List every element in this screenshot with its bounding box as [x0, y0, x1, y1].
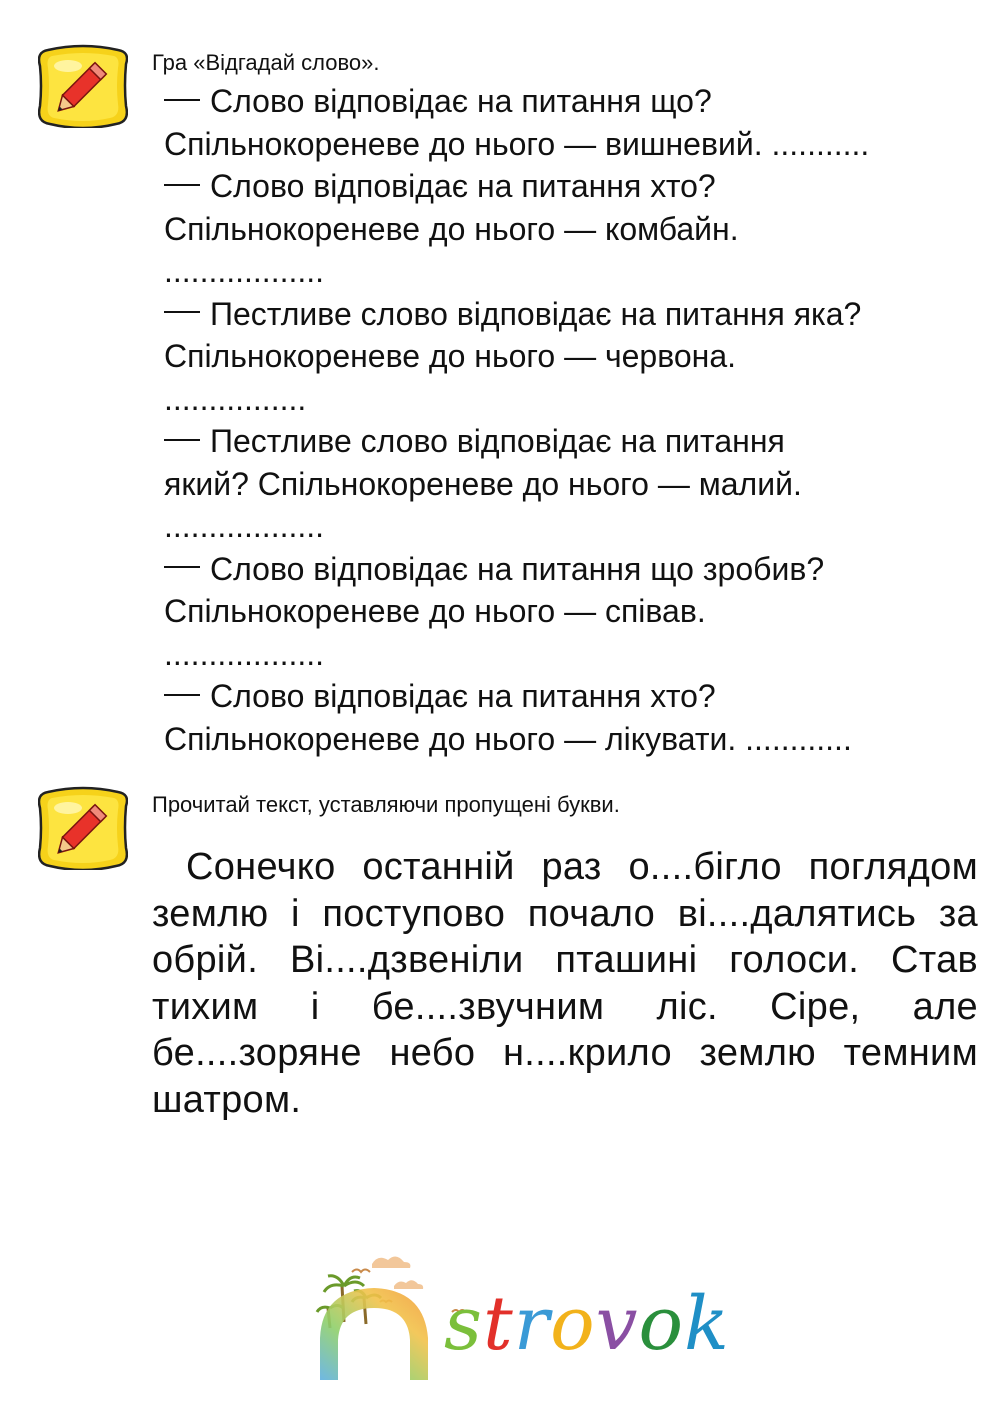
riddle-line: Спільнокореневе до нього — червона. — [164, 338, 737, 374]
riddle-line: Спільнокореневе до нього — комбайн. — [164, 210, 739, 247]
logo-letter: t — [482, 1281, 514, 1367]
riddle-line: Слово відповідає на питання що? — [164, 80, 984, 123]
answer-blank: ................ — [164, 380, 307, 417]
riddle-line: Пестливе слово відповідає на питання — [164, 420, 984, 463]
task-badge — [38, 44, 128, 128]
riddle-line: Слово відповідає на питання що зробив? — [164, 548, 984, 591]
riddle-line: Слово відповідає на питання хто? — [164, 675, 984, 718]
dash — [164, 566, 200, 568]
logo-letter: o — [550, 1281, 596, 1367]
riddle-line: Спільнокореневе до нього — вишневий. ........... — [164, 125, 870, 162]
riddle-line: Спільнокореневе до нього — лікувати. ............ — [164, 720, 852, 757]
task-badge — [38, 786, 128, 870]
story-text: Сонечко останній раз о....бігло поглядом землю і поступово почало ві....далятись за обрій. Ві....дзвеніли пташині голоси. Став тихим і бе....звучним ліс. Сіре, але бе....зоряне небо н....крило землю темним шатром. — [152, 846, 978, 1121]
riddle-line: який? Спільнокореневе до нього — малий. — [164, 465, 802, 502]
dash — [164, 311, 200, 313]
task2-instruction: Прочитай текст, уставляючи пропущені букви. — [152, 792, 620, 817]
ostrovok-logo — [312, 1246, 762, 1391]
riddle-line: Пестливе слово відповідає на питання яка? — [164, 293, 984, 336]
logo-letter: o — [638, 1281, 685, 1367]
answer-blank: .................. — [164, 253, 325, 289]
dash — [164, 694, 200, 696]
dash — [164, 439, 200, 441]
answer-blank: .................. — [164, 508, 325, 544]
dash — [164, 99, 200, 101]
dash — [164, 184, 200, 186]
logo-letter: r — [513, 1281, 551, 1367]
task1-instruction: Гра «Відгадай слово». — [152, 50, 380, 75]
riddle-line: Спільнокореневе до нього — співав. — [164, 593, 706, 629]
logo-wordmark — [444, 1281, 730, 1367]
answer-blank: .................. — [164, 635, 325, 672]
logo-letter: s — [444, 1281, 483, 1367]
logo-letter: v — [595, 1281, 639, 1367]
pencil-icon — [38, 786, 128, 870]
logo-letter: k — [684, 1281, 730, 1367]
riddle-line: Слово відповідає на питання хто? — [164, 165, 984, 208]
riddle-list — [164, 80, 984, 760]
pencil-icon — [38, 44, 128, 128]
